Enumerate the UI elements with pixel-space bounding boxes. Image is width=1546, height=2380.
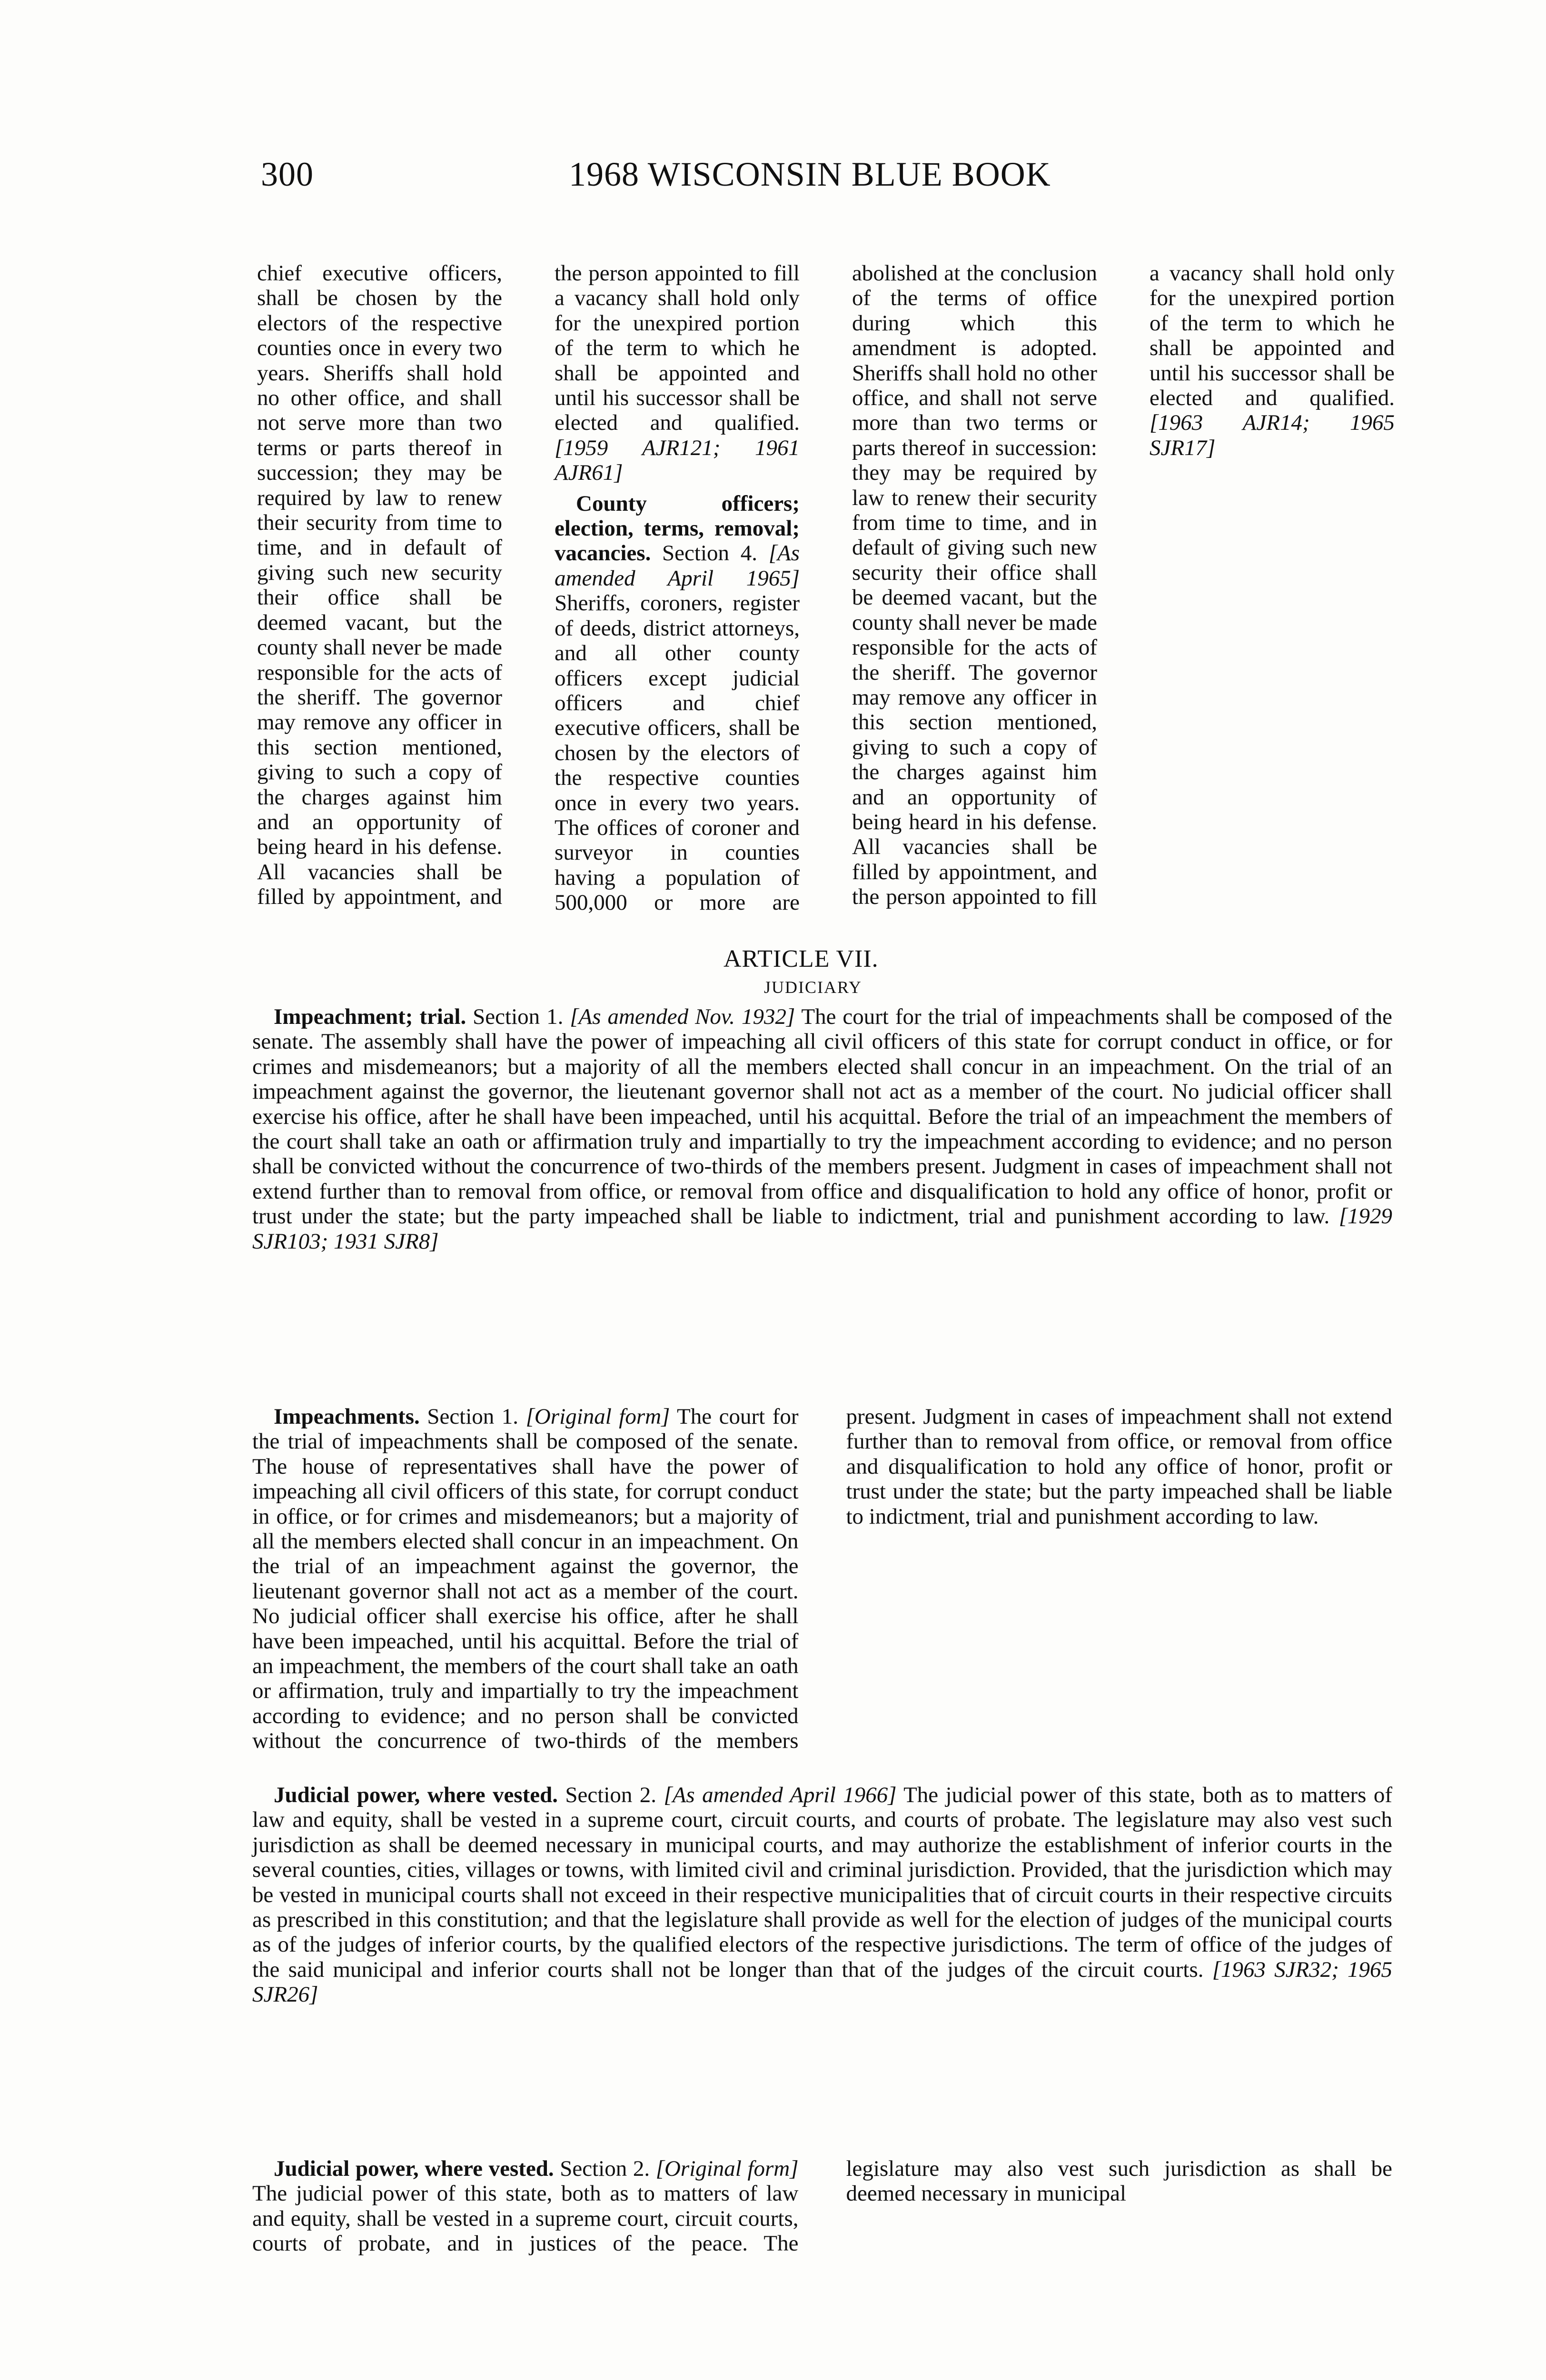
judicial-power-amended-heading: Judicial power, where vested. bbox=[274, 1783, 558, 1807]
judicial-power-original-section-number: Section 2. bbox=[560, 2156, 650, 2181]
judicial-power-original-heading: Judicial power, where vested. bbox=[274, 2156, 554, 2181]
article-heading: ARTICLE VII. bbox=[723, 945, 879, 972]
top-two-column-section bbox=[257, 261, 1395, 918]
judicial-power-original-body: The judicial power of this state, both as to matters of law and equity, shall be vested in a supreme court, circuit courts, courts of probate, and in justices of the peace. The legislature may also vest such jurisdiction as shall be deemed necessary in municipal bbox=[252, 2156, 1392, 2256]
impeachment-original-paragraph bbox=[252, 1404, 1392, 1775]
impeachment-amended-paragraph bbox=[252, 1004, 1392, 1254]
impeachment-amended-amendment-note: [As amended Nov. 1932] bbox=[570, 1004, 795, 1029]
impeachment-original-body: The court for the trial of impeachments shall be composed of the senate. The house of representatives shall have the power of impeaching all civil officers of this state, for corrupt conduct in office, or for crimes and misdemeanors; but a majority of all the members elected shall concur in an impeachment. On the trial of an impeachment against the governor, the lieutenant governor shall not act as a member of the court. No judicial officer shall exercise his office, after he shall have been impeached, until his acquittal. Before the trial of an impeachment, the members of the court shall take an oath or affirmation, truly and impartially to try the impeachment according to evidence; and no person shall be convicted without the concurrence of two-thirds of the members present. Judgment in cases of impeachment shall not extend further than to removal from office, or removal from office and disqualification to hold any office of honor, profit or trust under the state; but the party impeached shall be liable to indictment, trial and punishment according to law. bbox=[252, 1404, 1392, 1754]
impeachment-amended-provision bbox=[252, 1004, 1392, 1254]
sheriffs-original-body: chief executive officers, shall be chosen by the electors of the respective counties once in every two years. Sheriffs shall hold no other office, and shall not serve more than two terms or parts thereof in succession; they may be required by law to renew their security from time to time, and in default of giving such new security their office shall be deemed vacant, but the county shall never be made responsible for the acts of the sheriff. The governor may remove any officer in this section mentioned, giving to such a copy of the charges against him and an opportunity of being heard in his defense. All vacancies shall be filled by appointment, and the person appointed to fill a vacancy shall hold only for the unexpired portion of the term to which he shall be appointed and until his successor shall be elected and qualified. bbox=[257, 261, 800, 910]
judicial-power-amended-provision bbox=[252, 1783, 1392, 2007]
impeachment-original-amendment-note: [Original form] bbox=[525, 1404, 670, 1429]
judicial-power-amended-citation: [1963 SJR32; 1965 SJR26] bbox=[252, 1957, 1393, 2007]
running-title: 1968 WISCONSIN BLUE BOOK bbox=[569, 155, 1051, 193]
article-subheading: JUDICIARY bbox=[764, 978, 862, 997]
county-officers-heading: County officers; election, terms, removal; vacancies. bbox=[555, 491, 800, 566]
county-officers-amendment-note: [As amended April 1965] bbox=[555, 541, 800, 591]
county-officers-body: Sheriffs, coroners, register of deeds, district attorneys, and all other county officers except judicial officers and chief executive officers, shall be chosen by the electors of the respective counties once in every two years. The offices of coroner and surveyor in counties having a population of 500,000 or more are abolished at the conclusion of the terms of office during which this amendment is adopted. Sheriffs shall hold no other office, and shall not serve more than two terms or parts thereof in succession: they may be required by law to renew their security from time to time, and in default of giving such new security their office shall be deemed vacant, but the county shall never be made responsible for the acts of the sheriff. The governor may remove any officer in this section mentioned, giving to such a copy of the charges against him and an opportunity of being heard in his defense. All vacancies shall be filled by appointment, and the person appointed to fill a vacancy shall hold only for the unexpired portion of the term to which he shall be appointed and until his successor shall be elected and qualified. bbox=[555, 261, 1395, 915]
impeachment-amended-citation: [1929 SJR103; 1931 SJR8] bbox=[252, 1204, 1392, 1254]
judicial-power-amended-paragraph bbox=[252, 1783, 1392, 2007]
judicial-power-original-amendment-note: [Original form] bbox=[655, 2156, 799, 2181]
judicial-power-original-provision bbox=[252, 2156, 1392, 2266]
impeachment-amended-section-number: Section 1. bbox=[473, 1004, 564, 1029]
impeachment-original-heading: Impeachments. bbox=[274, 1404, 420, 1429]
judicial-power-amended-section-number: Section 2. bbox=[565, 1783, 657, 1807]
county-officers-section-number: Section 4. bbox=[662, 541, 757, 566]
sheriffs-original-citation: [1959 AJR121; 1961 AJR61] bbox=[555, 435, 800, 486]
judicial-power-amended-amendment-note: [As amended April 1966] bbox=[664, 1783, 897, 1807]
judicial-power-amended-body: The judicial power of this state, both as to matters of law and equity, shall be vested in a supreme court, circuit courts, and courts of probate. The legislature may also vest such jurisdiction as shall be deemed necessary in municipal courts, and may authorize the establishment of inferior courts in the several counties, cities, villages or towns, with limited civil and criminal jurisdiction. Provided, that the jurisdiction which may be vested in municipal courts shall not exceed in their respective municipalities that of circuit courts in their respective circuits as prescribed in this constitution; and that the legislature shall provide as well for the election of judges of the municipal courts as of the judges of inferior courts, by the qualified electors of the respective jurisdictions. The term of office of the judges of the said municipal and inferior courts shall not be longer than that of the judges of the circuit courts. bbox=[252, 1783, 1392, 1982]
page-number: 300 bbox=[261, 155, 314, 193]
impeachment-original-provision bbox=[252, 1404, 1392, 1775]
county-officers-citation: [1963 AJR14; 1965 SJR17] bbox=[1150, 410, 1395, 460]
impeachment-amended-heading: Impeachment; trial. bbox=[274, 1004, 466, 1029]
judicial-power-original-paragraph bbox=[252, 2156, 1392, 2266]
impeachment-original-section-number: Section 1. bbox=[427, 1404, 519, 1429]
impeachment-amended-body: The court for the trial of impeachments shall be composed of the senate. The assembly shall have the power of impeaching all civil officers of this state for corrupt conduct in office, or for crimes and misdemeanors; but a majority of all the members elected shall concur in an impeachment. On the trial of an impeachment against the governor, the lieutenant governor shall not act as a member of the court. No judicial officer shall exercise his office, after he shall have been impeached, until his acquittal. Before the trial of an impeachment the members of the court shall take an oath or affirmation truly and impartially to try the impeachment according to evidence; and no person shall be convicted without the concurrence of two-thirds of the members present. Judgment in cases of impeachment shall not extend further than to removal from office, or removal from office and disqualification to hold any office of honor, profit or trust under the state; but the party impeached shall be liable to indictment, trial and punishment according to law. bbox=[252, 1004, 1393, 1229]
